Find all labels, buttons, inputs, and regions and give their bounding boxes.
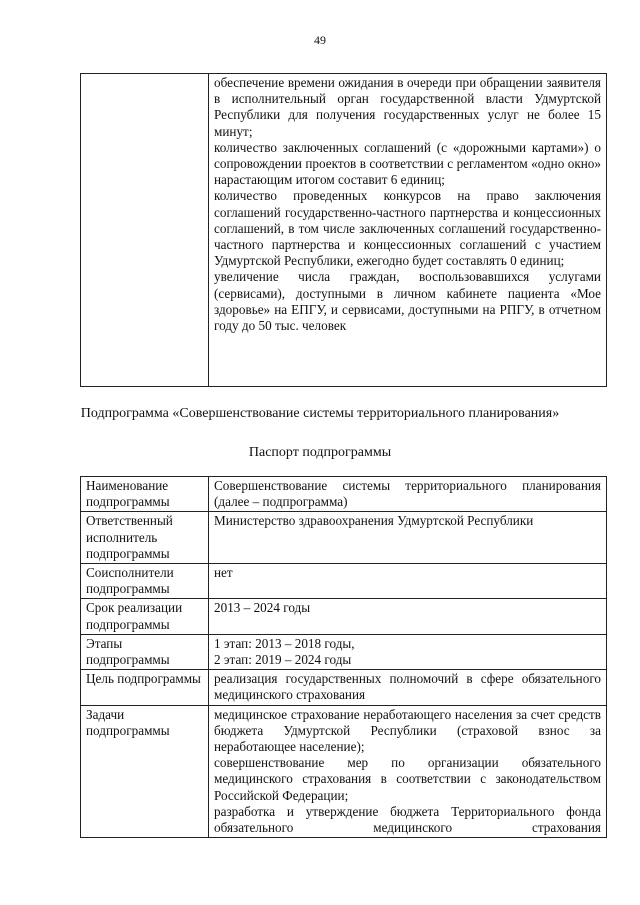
row-value [209,670,607,705]
row-value-text: Совершенствование системы территориального планирования (далее – подпрограмма) [214,478,601,510]
row-value: нет [209,564,607,599]
table-row [81,634,607,669]
indicator-paragraph: количество заключенных соглашений (с «дорожными картами») о сопровождении проектов в соответствии с регламентом «одно окно» нарастающим итогом составит 6 единиц; [214,139,601,188]
task-paragraph: совершенствование мер по организации обязательного медицинского страхования в соответствии с законодательством Российской Федерации; [214,755,601,803]
row-label: Наименование подпрограммы [81,477,209,512]
table-row [81,705,607,838]
row-value [209,477,607,512]
table-row [81,599,607,634]
stage-line: 1 этап: 2013 – 2018 годы, [214,635,355,651]
row-label: Соисполнители подпрограммы [81,564,209,599]
table-row [81,670,607,705]
indicator-paragraph: увеличение числа граждан, воспользовавшихся услугами (сервисами), доступными в личном кабинете пациента «Мое здоровье» на ЕПГУ, и сервисами, доступными на РПГУ, в отчетном году до 50 тыс. человек [214,269,601,334]
continuation-table [80,73,607,387]
indicator-paragraph: обеспечение времени ожидания в очереди при обращении заявителя в исполнительный орган государственной власти Удмуртской Республики для получения государственных услуг не более 15 минут; [214,75,601,139]
page-number: 49 [314,33,326,47]
row-value: 2013 – 2024 годы [209,599,607,634]
table-row [81,74,607,387]
passport-heading: Паспорт подпрограммы [248,445,392,460]
table-row [81,512,607,564]
table-row [81,477,607,512]
row-label: Задачи подпрограммы [81,705,209,838]
row-label: Цель подпрограммы [81,670,209,705]
stage-line: 2 этап: 2019 – 2024 годы [214,652,352,668]
row-value [209,634,607,669]
row-label: Этапы подпрограммы [81,634,209,669]
row-label: Срок реализации подпрограммы [81,599,209,634]
row-label: Ответственный исполнитель подпрограммы [81,512,209,564]
task-paragraph: разработка и утверждение бюджета Территориального фонда обязательного медицинского страхования [214,803,601,836]
row-value [209,705,607,838]
table-row [81,564,607,599]
row-value-text: реализация государственных полномочий в сфере обязательного медицинского страхования [214,671,601,703]
task-paragraph: медицинское страхование неработающего населения за счет средств бюджета Удмуртской Республики (страховой взнос за неработающее население); [214,706,601,755]
indicator-paragraph: количество проведенных конкурсов на право заключения соглашений государственно-частного партнерства и концессионных соглашений, в том числе заключенных соглашений государственно-частного партнерства и концессионных соглашений с участием Удмуртской Республики, ежегодно будет составлять 0 единиц; [214,188,601,269]
passport-table [80,476,607,838]
row-value: Министерство здравоохранения Удмуртской Республики [209,512,607,564]
empty-label-cell [81,74,209,387]
subprogram-heading: Подпрограмма «Совершенствование системы территориального планирования» [80,406,560,421]
indicators-cell [209,74,607,387]
